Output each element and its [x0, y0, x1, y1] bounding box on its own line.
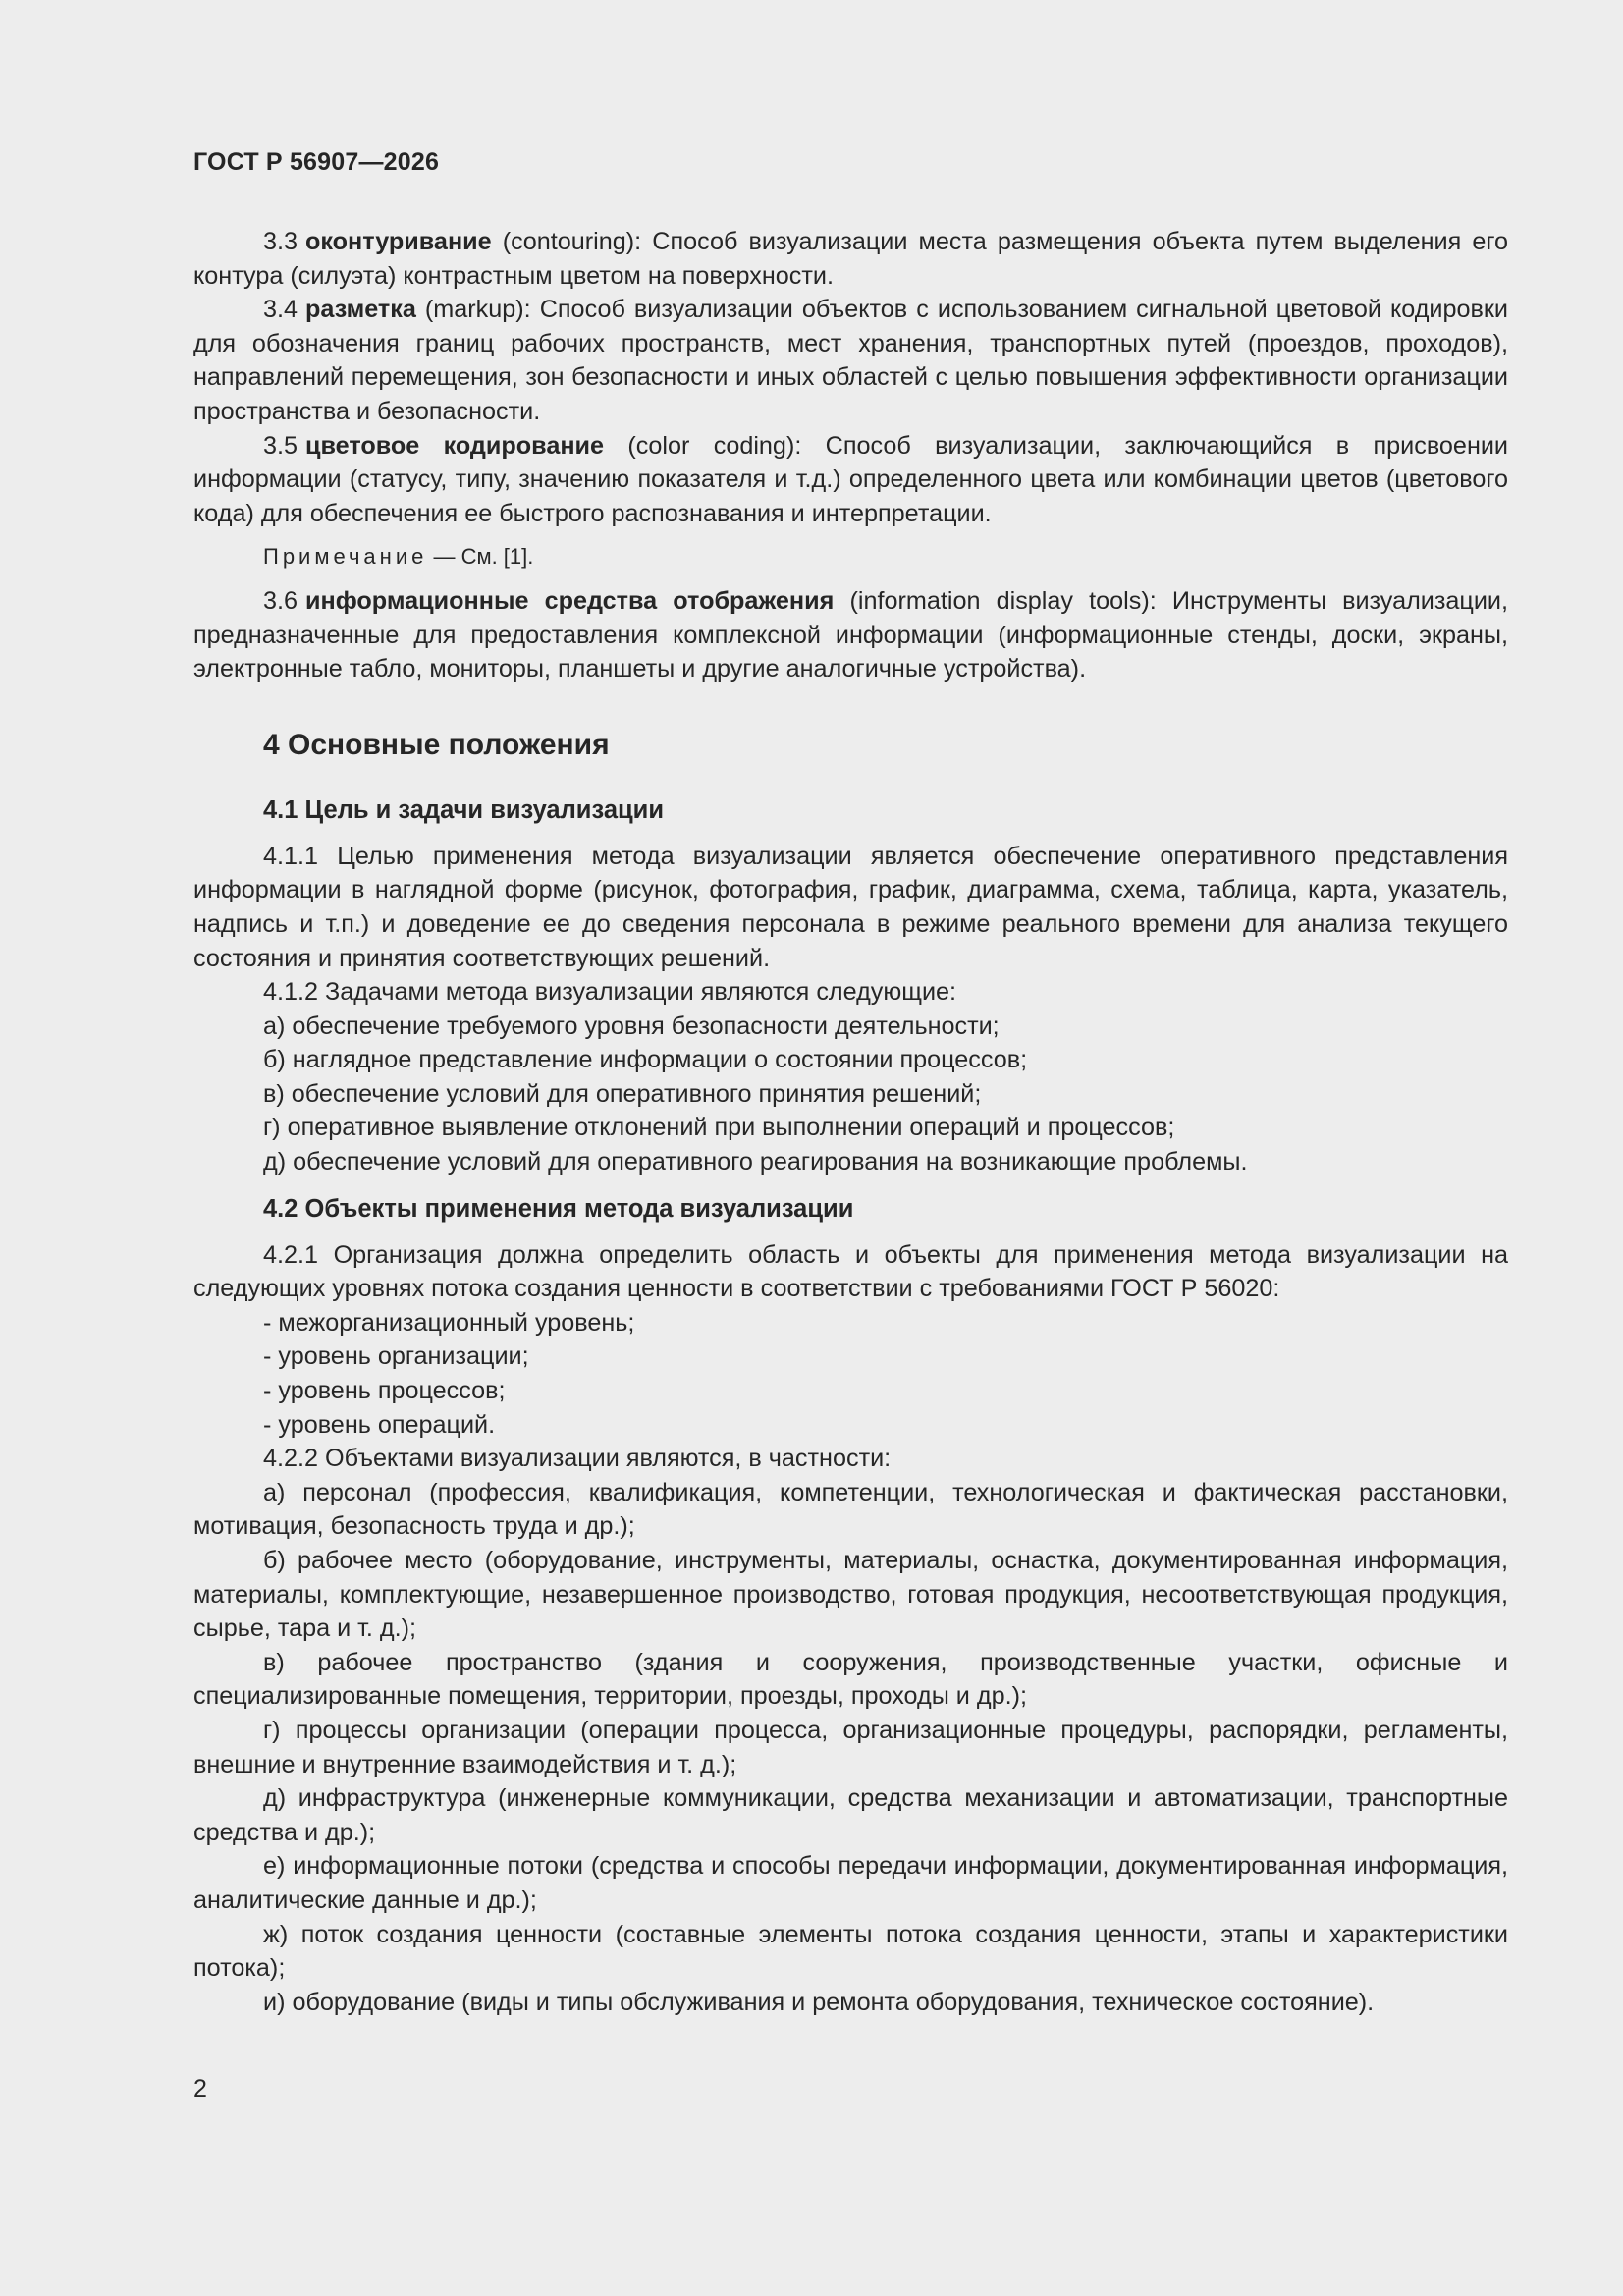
term-name: оконтуривание — [305, 228, 492, 255]
list-item: б) рабочее место (оборудование, инструменты, материалы, оснастка, документированная информация, материалы, комплектующие, незавершенное производство, готовая продукция, несоответствующая продукция, сырье, тара и т. д.); — [193, 1547, 1508, 1643]
list-item: ж) поток создания ценности (составные элементы потока создания ценности, этапы и характеристики потока); — [193, 1920, 1508, 1983]
term-definition: (information display tools): Инструменты визуализации, предназначенные для предоставления комплексной информации (информационные стенды, доски, экраны, электронные табло, мониторы, планшеты и другие аналогичные устройства). — [193, 586, 1508, 683]
section-4-1-heading: 4.1 Цель и задачи визуализации — [263, 795, 665, 824]
list-item: а) персонал (профессия, квалификация, компетенции, технологическая и фактическая расстановки, мотивация, безопасность труда и др.); — [193, 1478, 1508, 1541]
term-3-3: 3.3 оконтуривание (contouring): Способ визуализации места размещения объекта путем выделения его контура (силуэта) контрастным цветом на поверхности. — [193, 228, 1508, 290]
note-text: — См. [1]. — [427, 544, 534, 570]
list-item: в) рабочее пространство (здания и сооружения, производственные участки, офисные и специализированные помещения, территории, проезды, проходы и др.); — [193, 1648, 1508, 1711]
section-4-heading: 4 Основные положения — [263, 728, 610, 761]
section-4-2-heading: 4.2 Объекты применения метода визуализации — [263, 1194, 854, 1223]
list-item: - уровень процессов; — [263, 1377, 506, 1405]
document-header: ГОСТ Р 56907—2026 — [193, 148, 440, 176]
term-3-6: 3.6 информационные средства отображения (information display tools): Инструменты визуализации, предназначенные для предоставления комплексной информации (информационные стенды, доски, экраны, электронные табло, мониторы, планшеты и другие аналогичные устройства). — [193, 586, 1508, 683]
term-3-5: 3.5 цветовое кодирование (color coding): Способ визуализации, заключающийся в присвоении информации (статусу, типу, значению показателя и т.д.) определенного цвета или комбинации цветов (цветового кода) для обеспечения ее быстрого распознавания и интерпретации. — [193, 431, 1508, 527]
list-item: г) процессы организации (операции процесса, организационные процедуры, распорядки, регламенты, внешние и внутренние взаимодействия и т. д.); — [193, 1716, 1508, 1778]
term-name: цветовое кодирование — [305, 431, 605, 460]
paragraph-4-1-1: 4.1.1 Целью применения метода визуализации является обеспечение оперативного представления информации в наглядной форме (рисунок, фотография, график, диаграмма, схема, таблица, карта, указатель, надпись и т.п.) и доведение ее до сведения персонала в режиме реального времени для анализа текущего состояния и принятия соответствующих решений. — [193, 842, 1508, 972]
list-item: е) информационные потоки (средства и способы передачи информации, документированная информация, аналитические данные и др.); — [193, 1852, 1508, 1914]
term-name: разметка — [305, 296, 416, 324]
paragraph-4-2-1: 4.2.1 Организация должна определить область и объекты для применения метода визуализации на следующих уровнях потока создания ценности в соответствии с требованиями ГОСТ Р 56020: — [193, 1240, 1508, 1303]
list-item: - межорганизационный уровень; — [263, 1308, 635, 1337]
term-definition: (color coding): Способ визуализации, заключающийся в присвоении информации (статусу, типу, значению показателя и т.д.) определенного цвета или комбинации цветов (цветового кода) для обеспечения ее быстрого распознавания и интерпретации. — [193, 431, 1508, 527]
term-name: информационные средства отображения — [305, 586, 835, 615]
list-item: и) оборудование (виды и типы обслуживания и ремонта оборудования, техническое состояние). — [263, 1988, 1375, 2016]
list-item: а) обеспечение требуемого уровня безопасности деятельности; — [263, 1011, 1000, 1040]
note-label: Примечание — [263, 544, 428, 570]
list-item: д) обеспечение условий для оперативного реагирования на возникающие проблемы. — [263, 1148, 1248, 1176]
document-body — [193, 225, 1508, 2019]
page-number: 2 — [193, 2075, 207, 2103]
list-item: - уровень организации; — [263, 1342, 529, 1371]
term-3-4: 3.4 разметка (markup): Способ визуализации объектов с использованием сигнальной цветовой кодировки для обозначения границ рабочих пространств, мест хранения, транспортных путей (проездов, проходов), направлений перемещения, зон безопасности и иных областей с целью повышения эффективности организации пространства и безопасности. — [193, 296, 1508, 425]
list-item: в) обеспечение условий для оперативного принятия решений; — [263, 1079, 982, 1108]
list-item: б) наглядное представление информации о состоянии процессов; — [263, 1046, 1028, 1074]
note — [193, 540, 1508, 574]
list-item: д) инфраструктура (инженерные коммуникации, средства механизации и автоматизации, транспортные средства и др.); — [193, 1784, 1508, 1846]
list-item: - уровень операций. — [263, 1410, 496, 1439]
term-definition: (contouring): Способ визуализации места размещения объекта путем выделения его контура (силуэта) контрастным цветом на поверхности. — [193, 228, 1508, 290]
term-definition: (markup): Способ визуализации объектов с использованием сигнальной цветовой кодировки для обозначения границ рабочих пространств, мест хранения, транспортных путей (проездов, проходов), направлений перемещения, зон безопасности и иных областей с целью повышения эффективности организации пространства и безопасности. — [193, 296, 1508, 425]
list-item: г) оперативное выявление отклонений при выполнении операций и процессов; — [263, 1114, 1175, 1142]
paragraph-4-1-2: 4.1.2 Задачами метода визуализации являются следующие: — [263, 978, 957, 1007]
paragraph-4-2-2: 4.2.2 Объектами визуализации являются, в частности: — [263, 1445, 892, 1473]
